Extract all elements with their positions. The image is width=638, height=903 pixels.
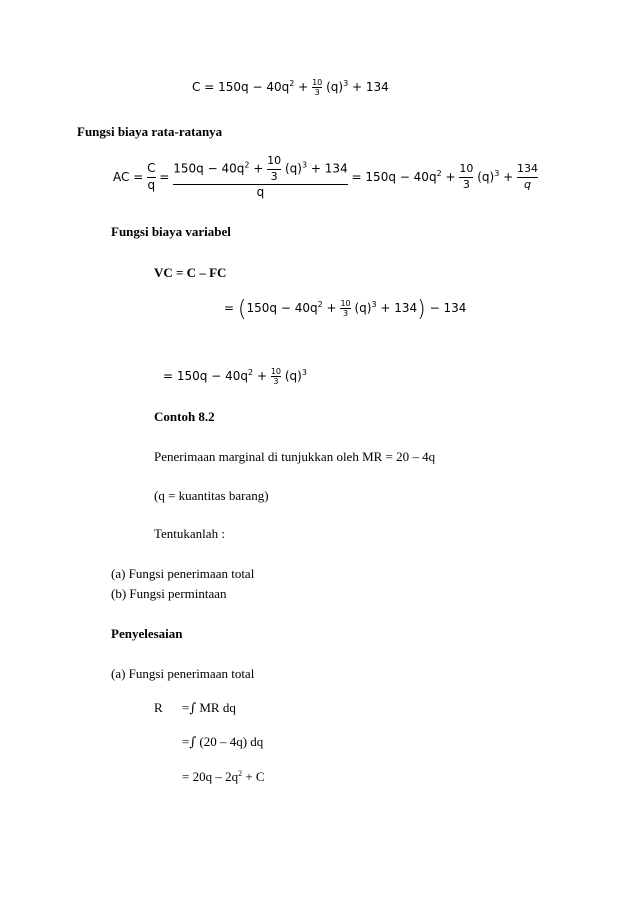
term: (q) [326,80,344,95]
plus-sign: + [298,80,309,95]
term: 150q [246,301,278,316]
exponent: 2 [289,79,295,89]
constant: 134 [324,161,348,176]
example-text: Penerimaan marginal di tunjukkan oleh MR = 20 – 4q [154,449,436,464]
task-a: (a) Fungsi penerimaan total [111,566,255,581]
term: (q) [284,369,302,384]
equals-sign: = [159,170,170,185]
plus-sign: + [503,170,514,185]
numerator: 10 [340,299,351,308]
denominator: 3 [273,377,279,387]
fraction [271,367,281,386]
minus-sign: − [211,369,222,384]
minus-sign: − [399,170,410,185]
numerator: 134 [517,162,538,176]
integrand: MR dq [196,700,236,715]
example-task: Tentukanlah : [154,526,225,541]
exponent: 3 [301,368,307,378]
integrand: (20 – 4q) dq [196,734,264,749]
term: 40q [266,80,290,95]
term: (q) [354,301,372,316]
equals-sign: = [204,80,215,95]
equals-sign: = [182,769,190,784]
constant: 134 [394,301,418,316]
plus-sign: + [326,301,337,316]
term: 150q [173,161,204,176]
plus-sign: + [310,161,321,176]
term: 40q [221,161,245,176]
term: 40q [225,369,249,384]
solution-a: (a) Fungsi penerimaan total [111,666,255,681]
integral-sign: ∫ [189,701,197,716]
exponent: 2 [317,300,323,310]
term: 150q [176,369,208,384]
exponent: 3 [301,160,308,170]
fraction [340,299,350,318]
fraction [459,163,473,191]
equals-sign: = [182,734,190,749]
numerator: 10 [459,162,474,176]
term: 40q [294,301,318,316]
exponent: 3 [343,79,349,89]
equals-sign: = [163,369,174,384]
plus-sign: + [380,301,391,316]
exponent: 3 [371,300,377,310]
constant: + C [242,769,265,784]
equation-total-cost [192,78,389,97]
numerator: 10 [270,367,282,376]
fraction-cost-over-q [173,155,347,200]
equals-sign: = [351,170,362,185]
fraction [267,155,281,183]
fixed-cost: 134 [443,301,467,316]
denominator: 3 [270,169,278,183]
numerator: C [147,161,156,176]
equation-average-cost [113,155,538,200]
denominator: 3 [314,88,320,98]
minus-sign: − [252,80,263,95]
fraction-c-over-q [147,162,155,193]
exponent: 2 [436,169,442,179]
exponent: 2 [248,368,254,378]
equation-variable-cost-1 [224,297,467,323]
minus-sign: − [207,161,218,176]
integral-sign: ∫ [189,735,197,750]
denominator: 3 [342,309,349,319]
constant: 134 [365,80,389,95]
denominator: q [147,178,156,193]
plus-sign: + [445,170,456,185]
exponent: 2 [238,769,243,778]
example-title: Contoh 8.2 [154,409,215,424]
heading-average-cost: Fungsi biaya rata-ratanya [77,124,223,139]
plus-sign: + [253,161,264,176]
denominator: 3 [462,178,470,192]
plus-sign: + [351,80,363,95]
example-note: (q = kuantitas barang) [154,488,269,503]
denominator: q [524,178,531,192]
minus-sign: − [429,301,440,316]
term: (q) [285,161,302,176]
right-paren: ) [417,297,426,323]
integral-line-1 [154,700,163,716]
term: (q) [477,170,495,185]
equation-variable-cost-2 [163,367,307,386]
symbol-c: C [192,80,201,95]
symbol-ac: AC [113,170,130,185]
solution-title: Penyelesaian [111,626,183,641]
term: 40q [413,170,437,185]
numerator: 10 [267,154,282,167]
fraction [312,78,322,97]
equals-sign: = [182,700,190,715]
integral-line-1-rhs [182,700,236,716]
equals-sign: = [133,170,144,185]
plus-sign: + [256,369,268,384]
symbol-r: R [154,700,163,715]
fraction-134-over-q [517,163,538,191]
heading-variable-cost: Fungsi biaya variabel [111,224,231,239]
integral-line-3 [182,769,265,785]
equals-sign: = [224,301,235,316]
numerator [173,155,347,183]
term: 20q – 2q [189,769,239,784]
exponent: 3 [494,169,500,179]
denominator: q [256,185,265,200]
term: 150q [218,80,249,95]
numerator: 10 [312,78,323,87]
left-paren: ( [237,297,247,323]
integral-line-2 [182,734,263,750]
task-b: (b) Fungsi permintaan [111,586,227,601]
minus-sign: − [280,301,291,316]
vc-definition: VC = C – FC [154,265,227,280]
term: 150q [365,170,396,185]
exponent: 2 [244,160,250,170]
